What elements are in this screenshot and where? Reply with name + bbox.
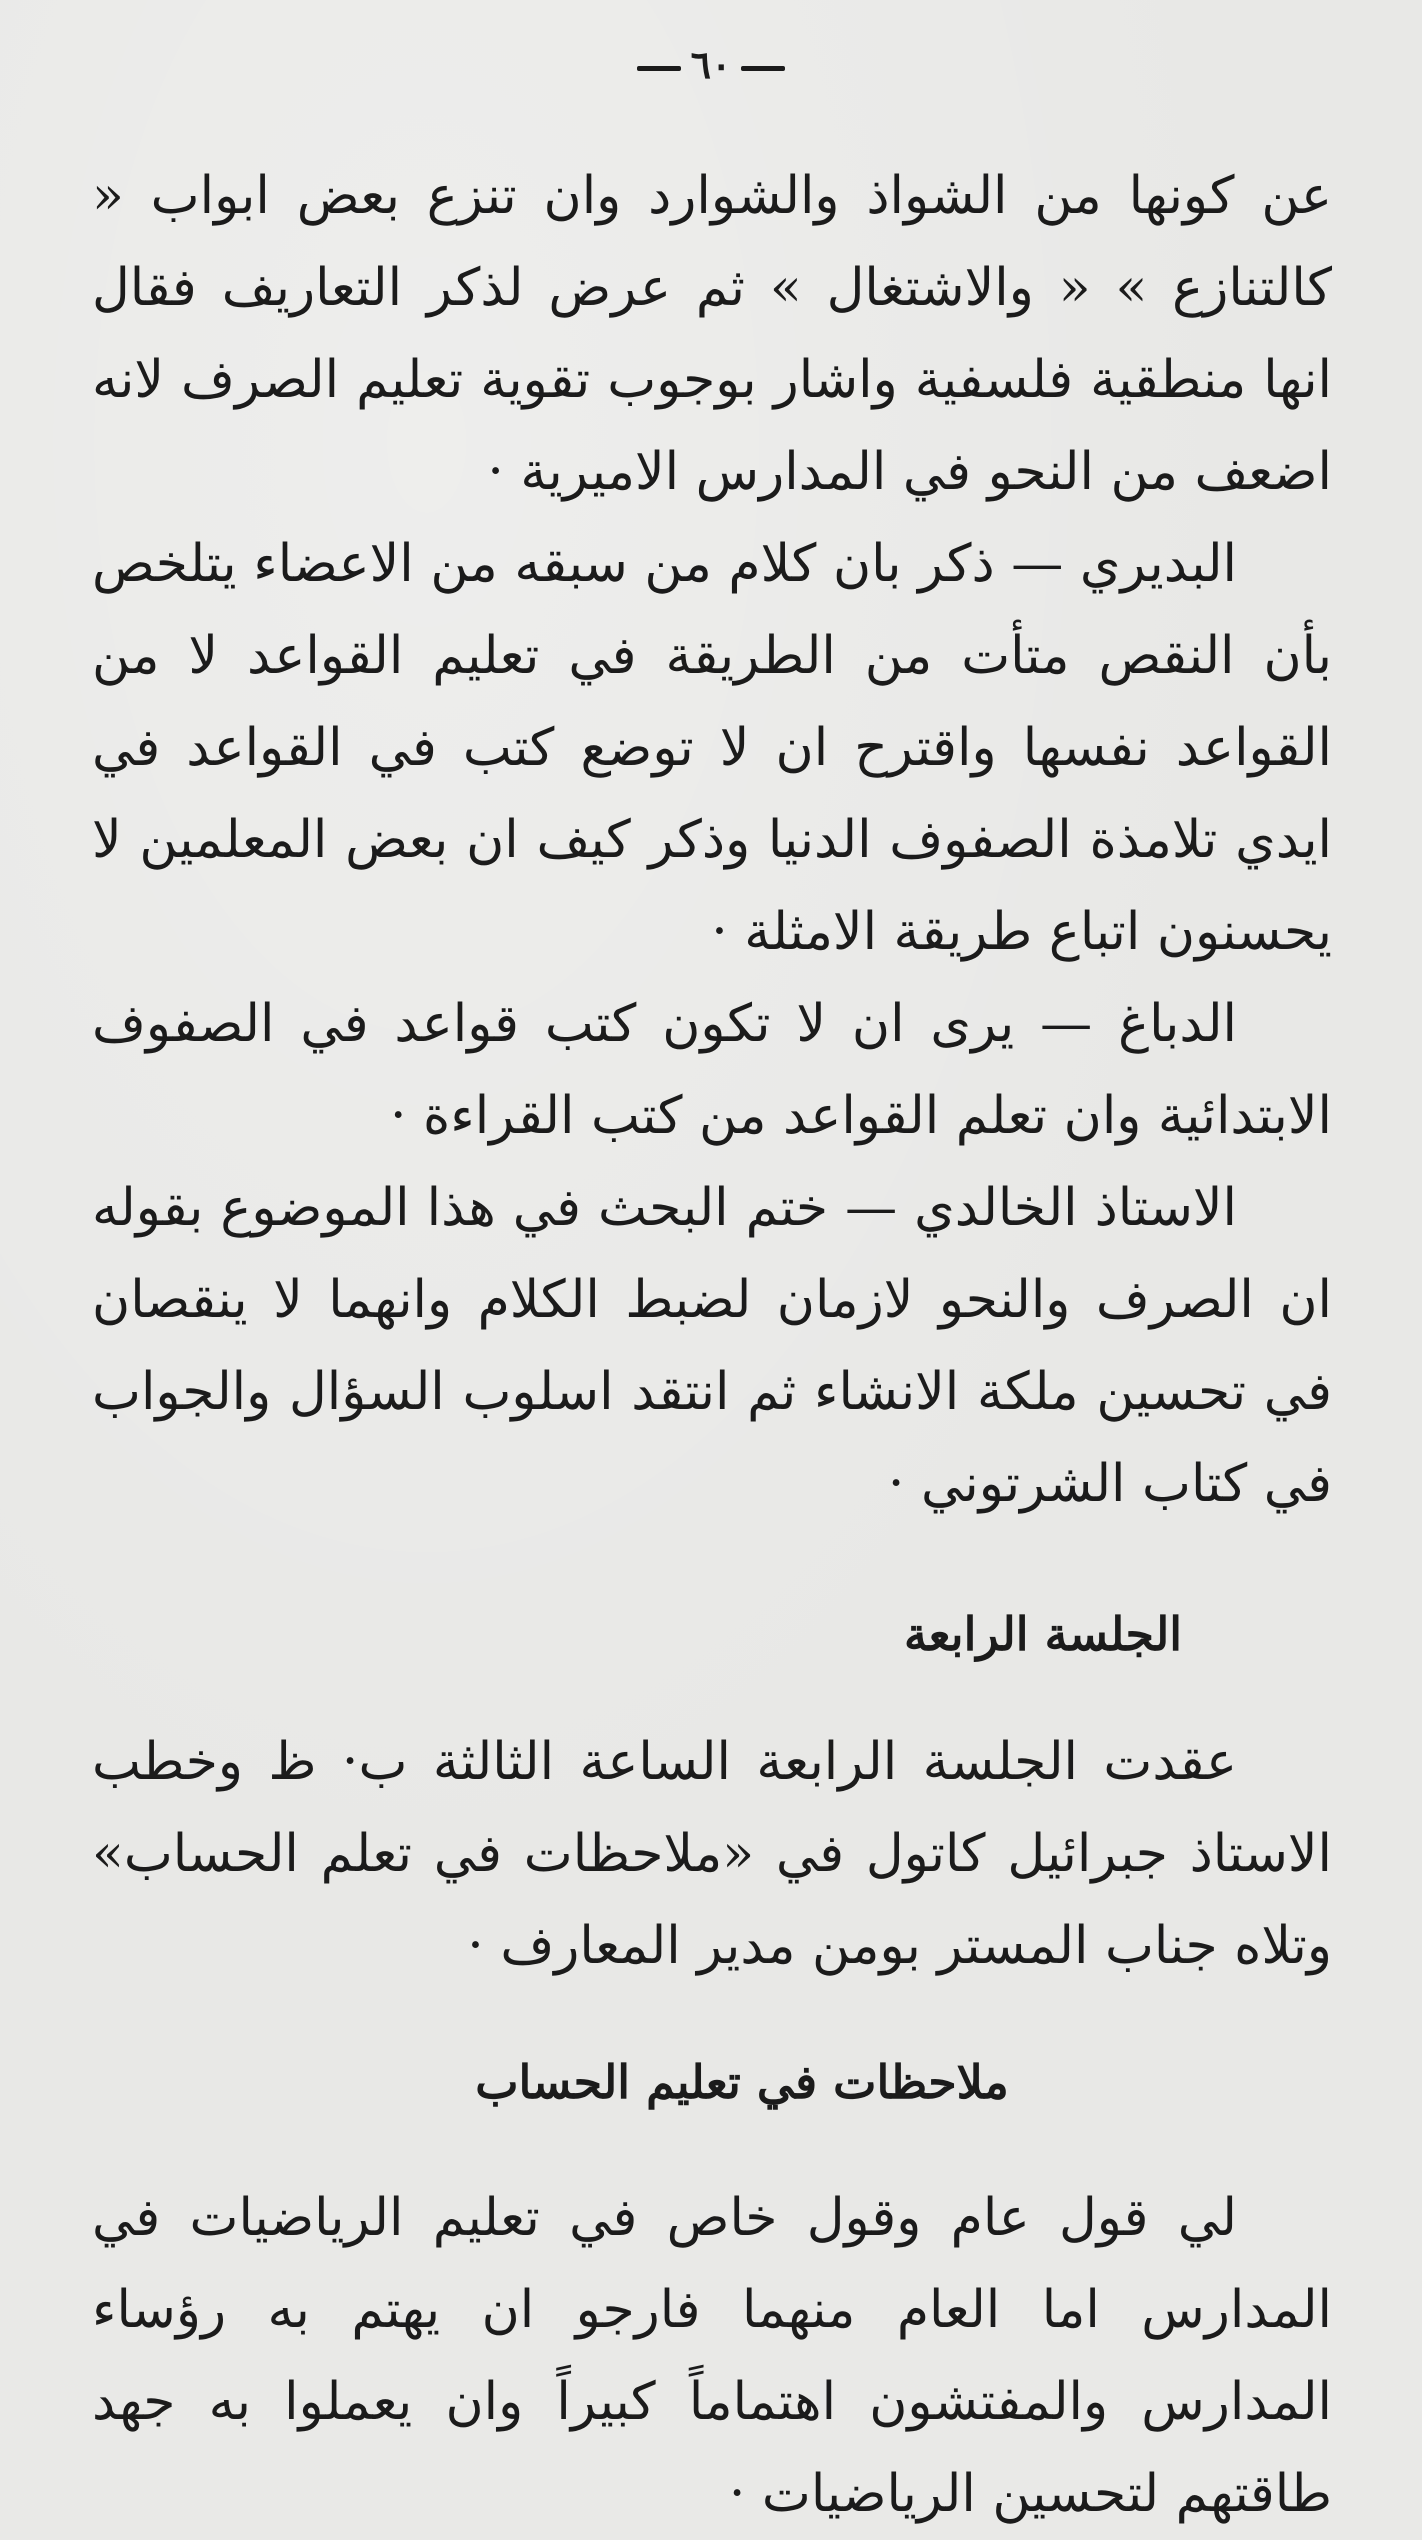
heading-arithmetic-notes: ملاحظات في تعليم الحساب <box>475 2055 1009 2109</box>
page-number: ٦٠ <box>690 42 732 87</box>
heading-fourth-session: الجلسة الرابعة <box>903 1607 1182 1661</box>
paragraph-aldabbagh: الدباغ — يرى ان لا تكون كتب قواعد في الصفوف الابتدائية وان تعلم القواعد من كتب القراءة · <box>92 994 1332 1146</box>
paragraph-alkhalidi: الاستاذ الخالدي — ختم البحث في هذا الموضوع بقوله ان الصرف والنحو لازمان لضبط الكلام وانهما لا ينقصان في تحسين ملكة الانشاء ثم انتقد اسلوب السؤال والجواب في كتاب الشرتوني · <box>92 1178 1332 1514</box>
page-number-header <box>0 42 1422 87</box>
left-dash-ornament <box>637 66 681 71</box>
paragraph-fourth-session: عقدت الجلسة الرابعة الساعة الثالثة ب· ظ وخطب الاستاذ جبرائيل كاتول في «ملاحظات في تعلم الحساب» وتلاه جناب المستر بومن مدير المعارف · <box>92 1732 1332 1976</box>
paragraph-albudairi: البديري — ذكر بان كلام من سبقه من الاعضاء يتلخص بأن النقص متأت من الطريقة في تعليم القواعد لا من القواعد نفسها واقترح ان لا توضع كتب في القواعد في ايدي تلامذة الصفوف الدنيا وذكر كيف ان بعض المعلمين لا يحسنون اتباع طريقة الامثلة · <box>92 534 1332 962</box>
page-body <box>92 150 1332 2540</box>
paragraph-arithmetic-notes: لي قول عام وقول خاص في تعليم الرياضيات في المدارس اما العام منهما فارجو ان يهتم به رؤساء المدارس والمفتشون اهتماماً كبيراً وان يعملوا به جهد طاقتهم لتحسين الرياضيات · <box>92 2188 1332 2524</box>
right-dash-ornament <box>741 66 785 71</box>
paragraph-continuation: عن كونها من الشواذ والشوارد وان تنزع بعض ابواب « كالتنازع » « والاشتغال » ثم عرض لذكر التعاريف فقال انها منطقية فلسفية واشار بوجوب تقوية تعليم الصرف لانه اضعف من النحو في المدارس الاميرية · <box>92 166 1332 502</box>
